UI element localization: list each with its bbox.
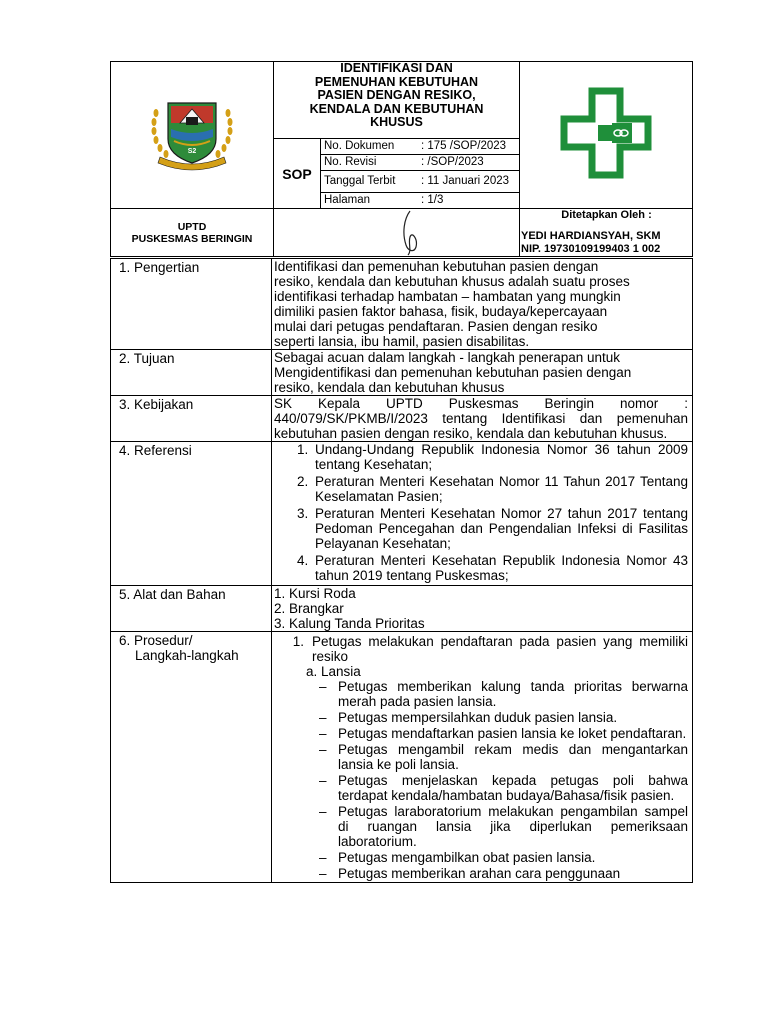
section-row-alat [111, 586, 693, 632]
section-label: 3. Kebijakan [111, 396, 272, 442]
meta-label: Halaman [324, 194, 371, 206]
approval-cell [520, 209, 693, 257]
meta-value: : 1/3 [421, 194, 444, 206]
org-name: PUSKESMAS BERINGIN [131, 233, 253, 245]
meta-label: Tanggal Terbit [324, 175, 396, 187]
tool-item: 3. Kalung Tanda Prioritas [274, 616, 425, 631]
section-content: SK Kepala UPTD Puskesmas Beringin nomor : 440/079/SK/PKMB/I/2023 tentang Identifikasi dan pemenuhan kebutuhan pasien dengan resiko, kendala dan kebutuhan khusus. [272, 396, 693, 442]
content-line: Sebagai acuan dalam langkah - langkah penerapan untuk [274, 350, 621, 365]
content-line: resiko, kendala dan kebutuhan khusus adalah suatu proses [274, 274, 630, 289]
content-line: seperti lansia, ibu hamil, pasien disabilitas. [274, 334, 530, 349]
tool-item: 2. Brangkar [274, 601, 344, 616]
content-line: identifikasi terhadap hambatan – hambatan yang mungkin [274, 289, 621, 304]
section-label [111, 632, 272, 883]
section-content [272, 442, 693, 586]
substep-item: – Petugas laraboratorium melakukan pengambilan sampel di ruangan lansia jika diperlukan pemeriksaan laboratorium. [319, 804, 688, 849]
approved-by-label: Ditetapkan Oleh : [561, 209, 652, 221]
reference-item: 3. Peraturan Menteri Kesehatan Nomor 27 tahun 2017 tentang Pedoman Pencegahan dan Pengendalian Infeksi di Fasilitas Pelayanan Kesehatan; [312, 506, 688, 551]
procedure-substeps [274, 679, 688, 881]
section-label: 5. Alat dan Bahan [111, 586, 272, 632]
regency-seal-cell [111, 62, 274, 209]
label-line: 6. Prosedur/ [119, 633, 193, 648]
section-label: 1. Pengertian [111, 259, 272, 350]
content-line: resiko, kendala dan kebutuhan khusus [274, 380, 505, 395]
title-line: PASIEN DENGAN RESIKO, [317, 88, 476, 102]
health-cross-logo [560, 87, 652, 179]
section-row-kebijakan [111, 396, 693, 442]
meta-row [321, 193, 519, 208]
title-line: KHUSUS [370, 115, 423, 129]
meta-row [321, 155, 519, 171]
substep-item: – Petugas menjelaskan kepada petugas poli bahwa terdapat kendala/hambatan budaya/Bahasa/fisik pasien. [319, 773, 688, 803]
section-row-prosedur [111, 632, 693, 883]
title-line: PEMENUHAN KEBUTUHAN [314, 74, 479, 89]
step-number: 1. [292, 634, 304, 649]
meta-value: : /SOP/2023 [421, 156, 484, 168]
step-text: Petugas melakukan pendaftaran pada pasien yang memiliki resiko [312, 634, 688, 664]
tool-item: 1. Kursi Roda [274, 586, 356, 601]
section-label: 2. Tujuan [111, 350, 272, 396]
substep-item: – Petugas mengambil rekam medis dan mengantarkan lansia ke poli lansia. [319, 742, 688, 772]
substep-item: – Petugas mendaftarkan pasien lansia ke loket pendaftaran. [319, 726, 688, 741]
regency-seal-logo [146, 93, 238, 173]
reference-item: 2. Peraturan Menteri Kesehatan Nomor 11 Tahun 2017 Tentang Keselamatan Pasien; [312, 474, 688, 504]
procedure-step [274, 634, 688, 664]
content-line: mulai dari petugas pendaftaran. Pasien dengan resiko [274, 319, 598, 334]
organization-name [111, 209, 274, 257]
meta-row [321, 171, 519, 193]
sop-header-table [110, 61, 693, 257]
substep-item: – Petugas mempersilahkan duduk pasien lansia. [319, 710, 688, 725]
document-meta-cell [321, 139, 520, 209]
reference-item: 4. Peraturan Menteri Kesehatan Republik Indonesia Nomor 43 tahun 2019 tentang Puskesmas; [312, 553, 688, 583]
meta-value: : 11 Januari 2023 [421, 175, 510, 187]
reference-item: 1. Undang-Undang Republik Indonesia Nomor 36 tahun 2009 tentang Kesehatan; [312, 442, 688, 472]
signer-name: YEDI HARDIANSYAH, SKM [521, 230, 661, 242]
section-content [272, 586, 693, 632]
meta-row [321, 139, 519, 155]
substep-item: – Petugas mengambilkan obat pasien lansia. [319, 850, 688, 865]
section-row-referensi [111, 442, 693, 586]
section-row-tujuan [111, 350, 693, 396]
content-line: dimiliki pasien faktor bahasa, fisik, budaya/kepercayaan [274, 304, 608, 319]
meta-label: No. Dokumen [324, 140, 395, 152]
substep-item: – Petugas memberikan kalung tanda prioritas berwarna merah pada pasien lansia. [319, 679, 688, 709]
section-label: 4. Referensi [111, 442, 272, 586]
content-line: Mengidentifikasi dan pemenuhan kebutuhan pasien dengan [274, 365, 632, 380]
health-logo-cell [520, 62, 693, 209]
meta-value: : 175 /SOP/2023 [421, 140, 507, 152]
title-line: IDENTIFIKASI DAN [340, 61, 453, 75]
sub-step-label: a. Lansia [306, 664, 361, 679]
section-content [272, 632, 693, 883]
document-title [274, 62, 520, 139]
reference-list [274, 442, 688, 583]
handwritten-signature [390, 209, 430, 257]
meta-label: No. Revisi [324, 156, 377, 168]
sop-label: SOP [274, 139, 321, 209]
content-line: Identifikasi dan pemenuhan kebutuhan pasien dengan [274, 259, 599, 274]
org-unit: UPTD [177, 221, 207, 233]
signer-nip: NIP. 19730109199403 1 002 [521, 243, 661, 255]
title-line: KENDALA DAN KEBUTUHAN [309, 101, 484, 116]
section-content [272, 259, 693, 350]
signature-cell [274, 209, 520, 257]
sop-content-table [110, 258, 693, 883]
seal-number-text: S2 [187, 147, 197, 155]
substep-item: – Petugas memberikan arahan cara penggunaan [319, 866, 688, 881]
label-line: Langkah-langkah [135, 648, 239, 663]
section-row-pengertian [111, 259, 693, 350]
section-content [272, 350, 693, 396]
